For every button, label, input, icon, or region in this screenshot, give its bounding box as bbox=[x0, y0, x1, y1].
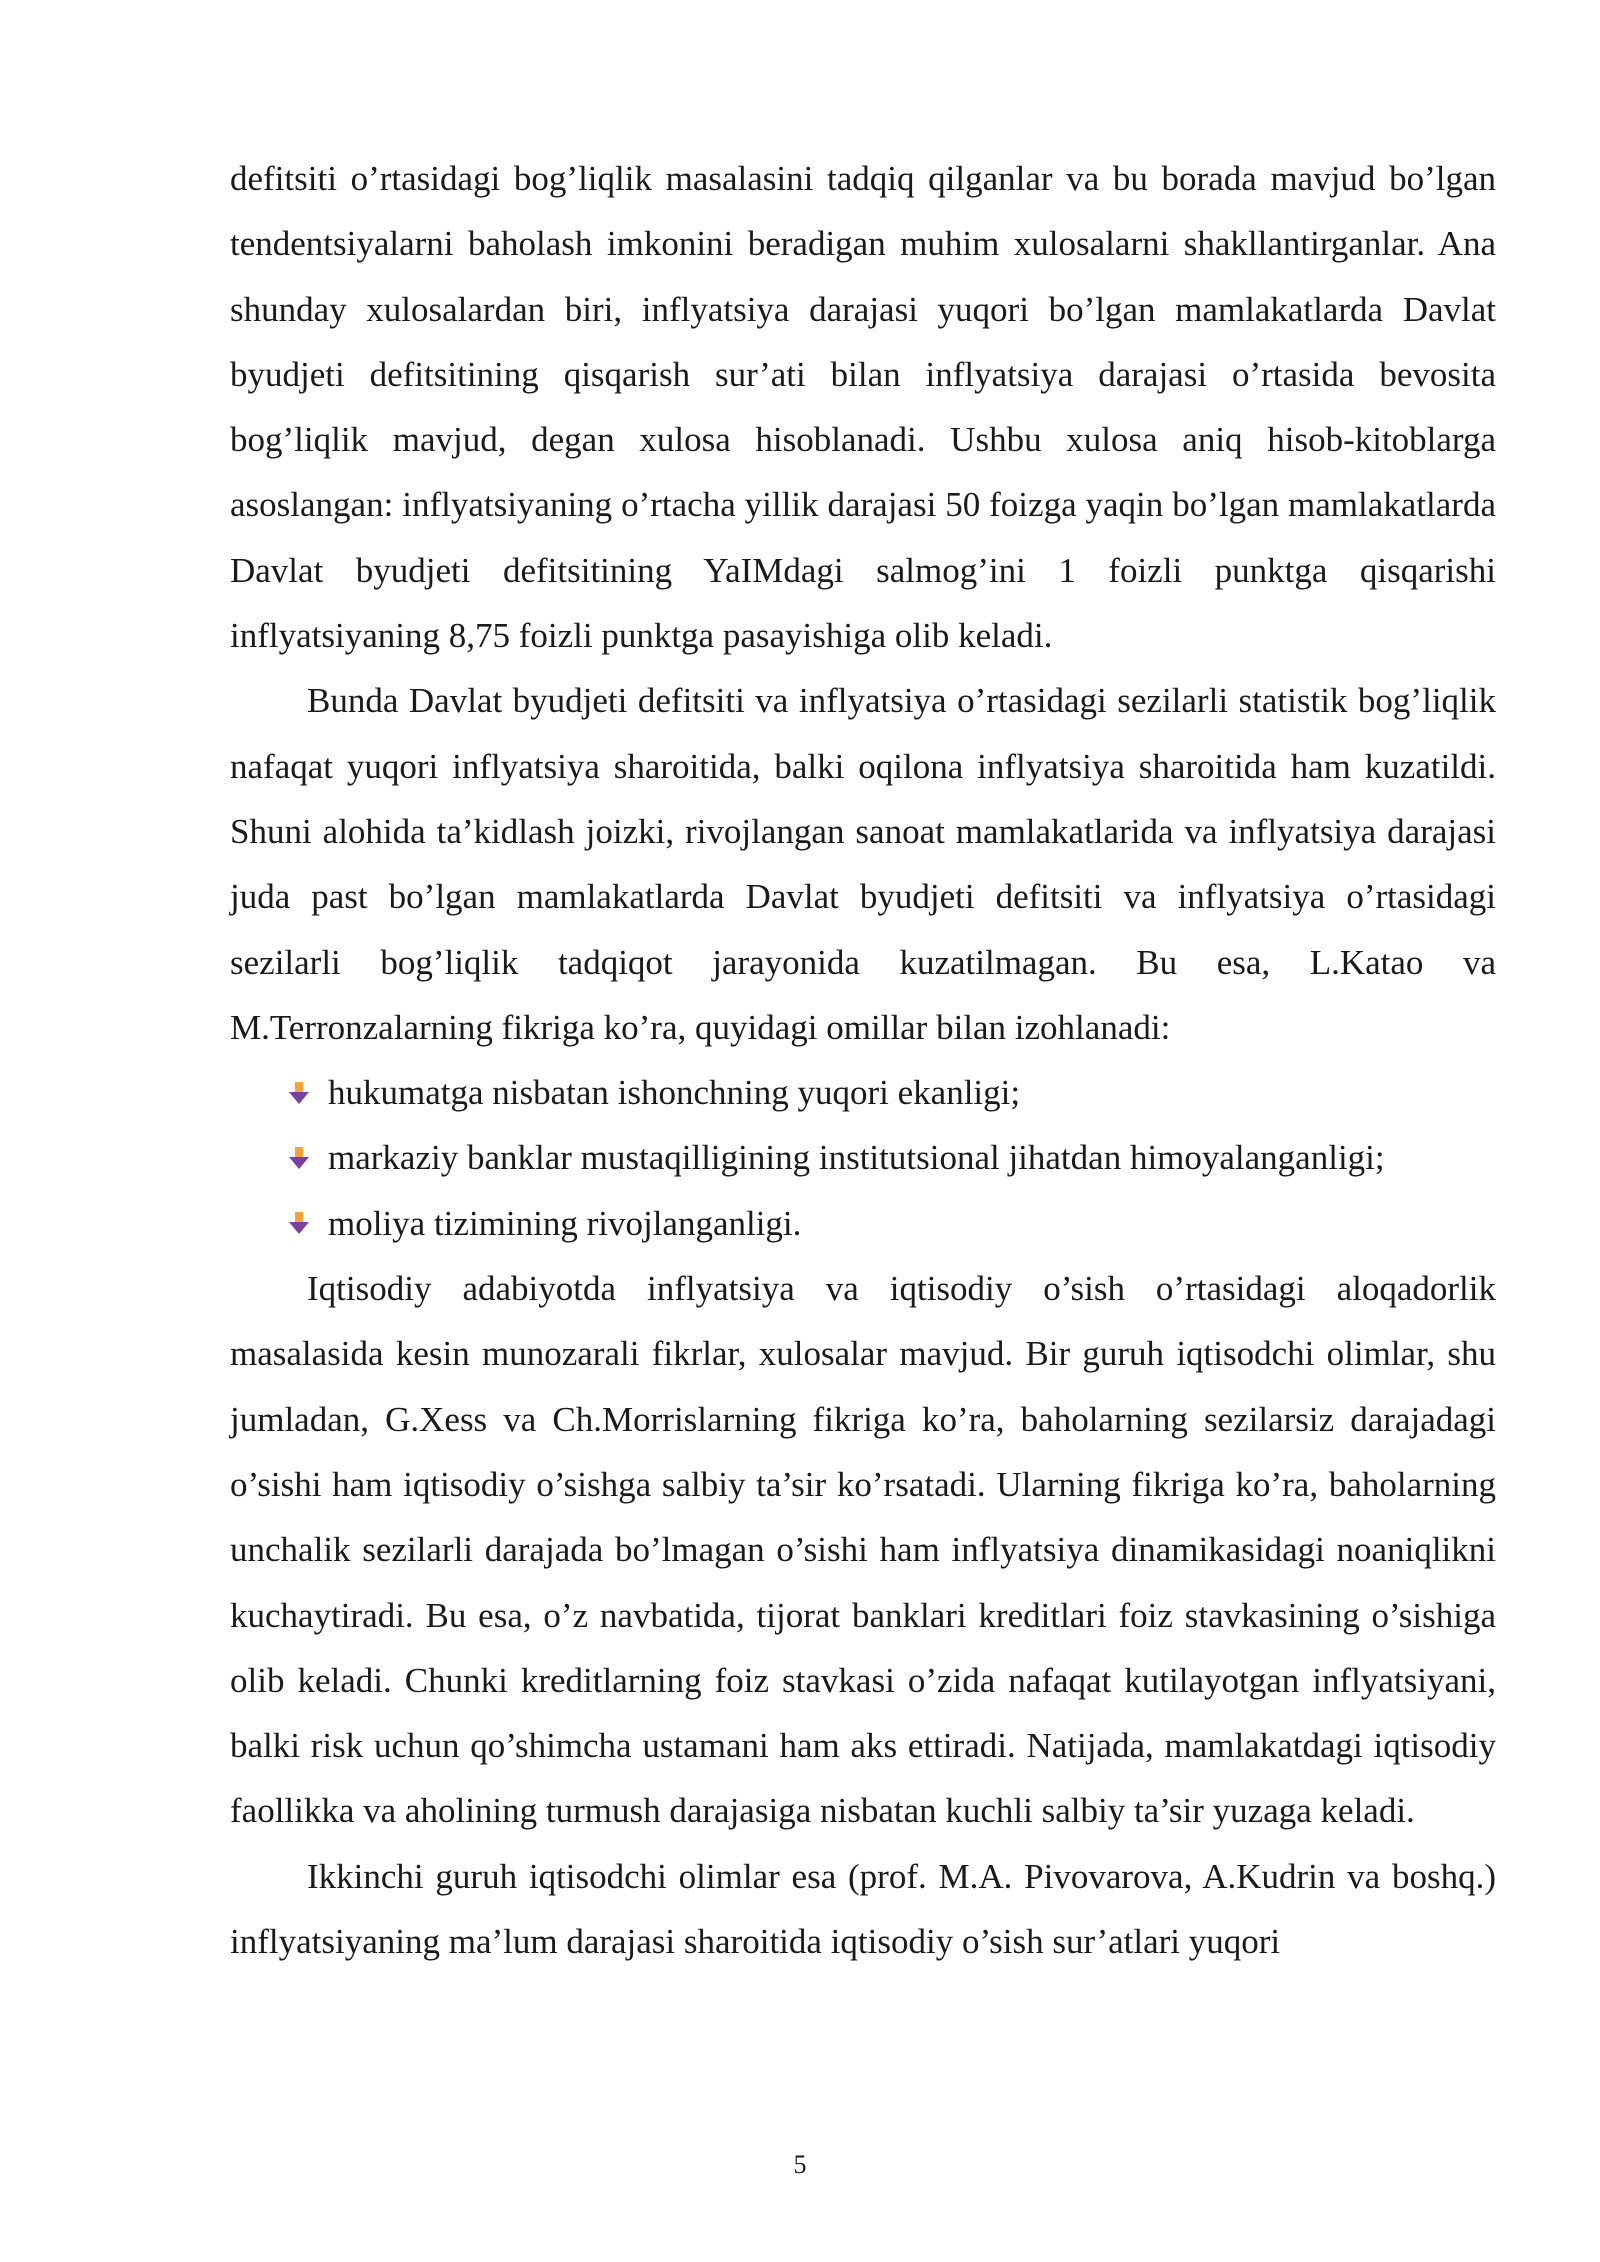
list-item bbox=[288, 1060, 1496, 1125]
bullet-list bbox=[230, 1060, 1496, 1256]
list-item bbox=[288, 1191, 1496, 1256]
down-arrow-bullet-icon bbox=[288, 1210, 328, 1236]
document-body bbox=[230, 146, 1496, 1974]
down-arrow-bullet-icon bbox=[288, 1080, 328, 1106]
paragraph-4: Ikkinchi guruh iqtisodchi olimlar esa (prof. M.A. Pivovarova, A.Kudrin va boshq.) inflyatsiyaning ma’lum darajasi sharoitida iqtisodiy o’sish sur’atlari yuqori bbox=[230, 1856, 1496, 1962]
paragraph-1: defitsiti o’rtasidagi bog’liqlik masalasini tadqiq qilganlar va bu borada mavjud bo’lgan tendentsiyalarni baholash imkonini beradigan muhim xulosalarni shakllantirganlar. Ana shunday xulosalardan biri, inflyatsiya darajasi yuqori bo’lgan mamlakatlarda Davlat byudjeti defitsitining qisqarish sur’ati bilan inflyatsiya darajasi o’rtasida bevosita bog’liqlik mavjud, degan xulosa hisoblanadi. Ushbu xulosa aniq hisob-kitoblarga asoslangan: inflyatsiyaning o’rtacha yillik darajasi 50 foizga yaqin bo’lgan mamlakatlarda Davlat byudjeti defitsitining YaIMdagi salmog’ini 1 foizli punktga qisqarishi inflyatsiyaning 8,75 foizli punktga pasayishiga olib keladi. bbox=[230, 159, 1496, 656]
list-item-text: moliya tizimining rivojlanganligi. bbox=[328, 1203, 802, 1243]
down-arrow-bullet-icon bbox=[288, 1145, 328, 1171]
list-item-text: markaziy banklar mustaqilligining institutsional jihatdan himoyalanganligi; bbox=[328, 1138, 1385, 1178]
paragraph-3: Iqtisodiy adabiyotda inflyatsiya va iqtisodiy o’sish o’rtasidagi aloqadorlik masalasida kesin munozarali fikrlar, xulosalar mavjud. Bir guruh iqtisodchi olimlar, shu jumladan, G.Xess va Ch.Morrislarning fikriga ko’ra, baholarning sezilarsiz darajadagi o’sishi ham iqtisodiy o’sishga salbiy ta’sir ko’rsatadi. Ularning fikriga ko’ra, baholarning unchalik sezilarli darajada bo’lmagan o’sishi ham inflyatsiya dinamikasidagi noaniqlikni kuchaytiradi. Bu esa, o’z navbatida, tijorat banklari kreditlari foiz stavkasining o’sishiga olib keladi. Chunki kreditlarning foiz stavkasi o’zida nafaqat kutilayotgan inflyatsiyani, balki risk uchun qo’shimcha ustamani ham aks ettiradi. Natijada, mamlakatdagi iqtisodiy faollikka va aholining turmush darajasiga nisbatan kuchli salbiy ta’sir yuzaga keladi. bbox=[230, 1269, 1496, 1831]
page-number: 5 bbox=[793, 2150, 807, 2179]
list-item-text: hukumatga nisbatan ishonchning yuqori ekanligi; bbox=[328, 1073, 1021, 1113]
paragraph-2: Bunda Davlat byudjeti defitsiti va inflyatsiya o’rtasidagi sezilarli statistik bog’liqlik nafaqat yuqori inflyatsiya sharoitida, balki oqilona inflyatsiya sharoitida ham kuzatildi. Shuni alohida ta’kidlash joizki, rivojlangan sanoat mamlakatlarida va inflyatsiya darajasi juda past bo’lgan mamlakatlarda Davlat byudjeti defitsiti va inflyatsiya o’rtasidagi sezilarli bog’liqlik tadqiqot jarayonida kuzatilmagan. Bu esa, L.Katao va M.Terronzalarning fikriga ko’ra, quyidagi omillar bilan izohlanadi: bbox=[230, 681, 1496, 1047]
list-item bbox=[288, 1125, 1496, 1190]
